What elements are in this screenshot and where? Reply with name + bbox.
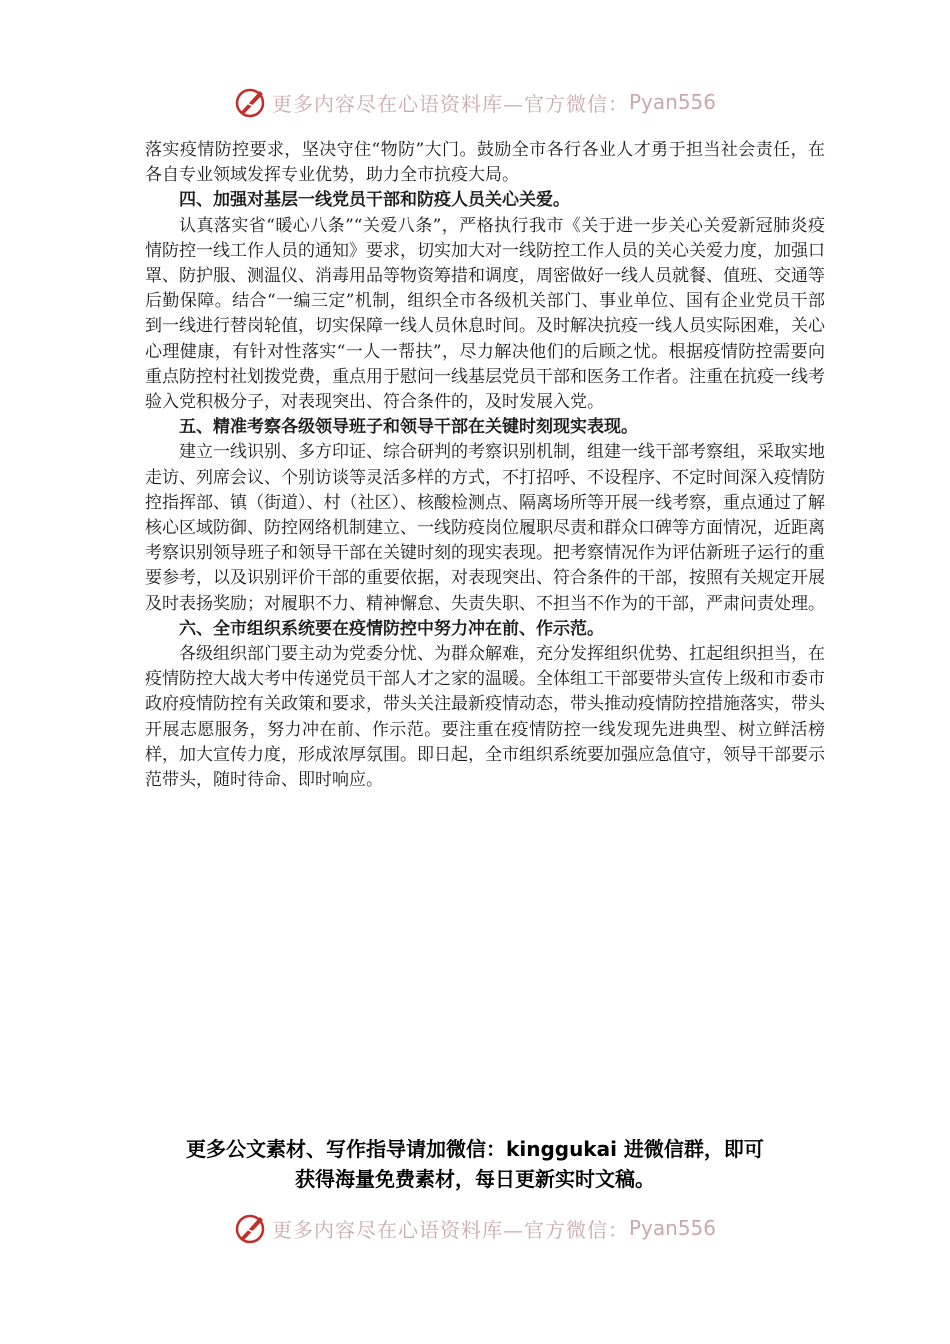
header-banner-contact: Pyan556 xyxy=(628,90,716,114)
section-paragraph: 各级组织部门要主动为党委分忧、为群众解难，充分发挥组织优势、扛起组织担当，在疫情防控大战大考中传递党员干部人才之家的温暖。全体组工干部要带头宣传上级和市委市政府疫情防控有关政策和要求，带头关注最新疫情动态，带头推动疫情防控措施落实，带头开展志愿服务，努力冲在前、作示范。要注重在疫情防控一线发现先进典型、树立鲜活榜样，加大宣传力度，形成浓厚氛围。即日起，全市组织系统要加强应急值守，领导干部要示范带头，随时待命、即时响应。 xyxy=(145,644,825,791)
footer-banner-text: 更多内容尽在心语资料库—官方微信： xyxy=(271,1217,629,1242)
promo-line-2: 获得海量免费素材，每日更新实时文稿。 xyxy=(295,1167,655,1191)
header-banner xyxy=(0,82,950,122)
document-body xyxy=(145,138,825,793)
promo-block xyxy=(0,1134,950,1194)
quill-logo-icon xyxy=(234,1211,268,1245)
quill-logo-icon xyxy=(234,85,268,119)
footer-banner xyxy=(0,1208,950,1248)
section-heading: 四、加强对基层一线党员干部和防疫人员关心关爱。 xyxy=(179,190,570,211)
section-paragraph: 建立一线识别、多方印证、综合研判的考察识别机制，组建一线干部考察组，采取实地走访、列席会议、个别访谈等灵活多样的方式，不打招呼、不设程序、不定时间深入疫情防控指挥部、镇（街道）、村（社区）、核酸检测点、隔离场所等开展一线考察，重点通过了解核心区域防御、防控网络机制建立、一线防疫岗位履职尽责和群众口碑等方面情况，近距离考察识别领导班子和领导干部在关键时刻的现实表现。把考察情况作为评估新班子运行的重要参考，以及识别评价干部的重要依据，对表现突出、符合条件的干部，按照有关规定开展及时表扬奖励；对履职不力、精神懈怠、失责失职、不担当不作为的干部，严肃问责处理。 xyxy=(145,442,825,614)
intro-paragraph: 落实疫情防控要求，坚决守住“物防”大门。鼓励全市各行各业人才勇于担当社会责任，在各自专业领域发挥专业优势，助力全市抗疫大局。 xyxy=(145,140,825,186)
footer-banner-contact: Pyan556 xyxy=(628,1216,716,1240)
header-banner-text: 更多内容尽在心语资料库—官方微信： xyxy=(271,91,629,116)
promo-line-1: 更多公文素材、写作指导请加微信：kinggukai 进微信群，即可 xyxy=(186,1137,764,1161)
section-heading: 六、全市组织系统要在疫情防控中努力冲在前、作示范。 xyxy=(179,618,604,639)
section-paragraph: 认真落实省“暖心八条”“关爱八条”，严格执行我市《关于进一步关心关爱新冠肺炎疫情防控一线工作人员的通知》要求，切实加大对一线防控工作人员的关心关爱力度，加强口罩、防护服、测温仪、消毒用品等物资筹措和调度，周密做好一线人员就餐、值班、交通等后勤保障。结合“一编三定”机制，组织全市各级机关部门、事业单位、国有企业党员干部到一线进行替岗轮值，切实保障一线人员休息时间。及时解决抗疫一线人员实际困难，关心心理健康，有针对性落实“一人一帮扶”，尽力解决他们的后顾之忧。根据疫情防控需要向重点防控村社划拨党费，重点用于慰问一线基层党员干部和医务工作者。注重在抗疫一线考验入党积极分子，对表现突出、符合条件的，及时发展入党。 xyxy=(145,215,825,413)
section-heading: 五、精准考察各级领导班子和领导干部在关键时刻现实表现。 xyxy=(179,417,638,438)
